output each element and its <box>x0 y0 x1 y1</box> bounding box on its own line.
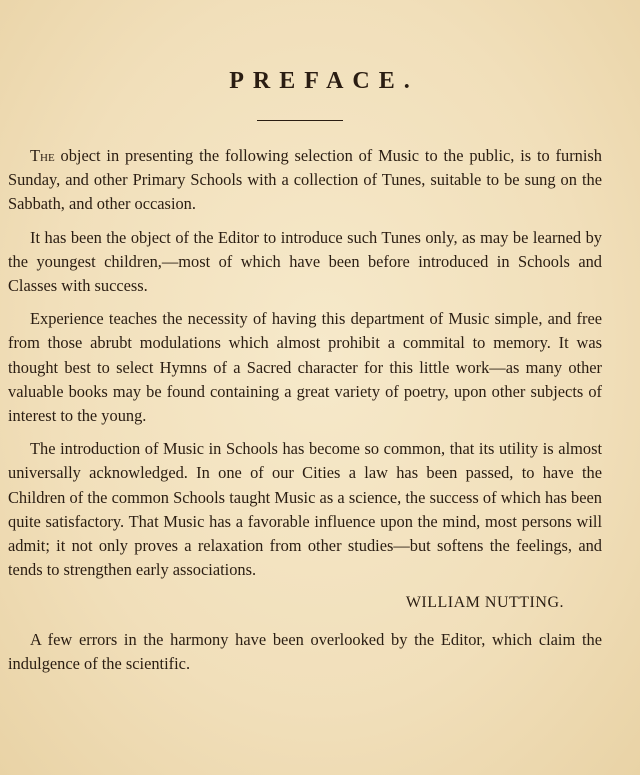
paragraph-1-text: object in presenting the following selection of Music to the public, is to furnish Sunday, and other Primary Schools with a collection of Tunes, suitable to be sung on the Sabbath, and other occasion. <box>8 146 602 214</box>
paragraph-1 <box>8 144 602 217</box>
paragraph-4: The introduction of Music in Schools has become so common, that its utility is almost universally acknowledged. In one of our Cities a law has been passed, to have the Children of the common Schools taught Music as a science, the success of which has been quite satisfactory. That Music has a favorable influence upon the mind, most persons will admit; it not only proves a relaxation from other studies—but softens the feelings, and tends to strengthen early associations. <box>8 439 602 580</box>
preface-body <box>8 144 602 685</box>
paragraph-2: It has been the object of the Editor to introduce such Tunes only, as may be learned by the youngest children,—most of which have been before introduced in Schools and Classes with success. <box>8 227 602 296</box>
title-divider <box>257 120 343 121</box>
paragraph-3: Experience teaches the necessity of having this department of Music simple, and free from those abrubt modulations which almost prohibit a commital to memory. It was thought best to select Hymns of a Sacred character for this little work—as many other valuable books may be found containing a great variety of poetry, upon other subjects of interest to the young. <box>8 309 602 426</box>
page-title: PREFACE. <box>229 68 419 94</box>
author-signature: WILLIAM NUTTING. <box>405 594 564 612</box>
paragraph-1-lead: The <box>30 146 55 165</box>
postscript: A few errors in the harmony have been overlooked by the Editor, which claim the indulgence of the scientific. <box>8 629 602 673</box>
